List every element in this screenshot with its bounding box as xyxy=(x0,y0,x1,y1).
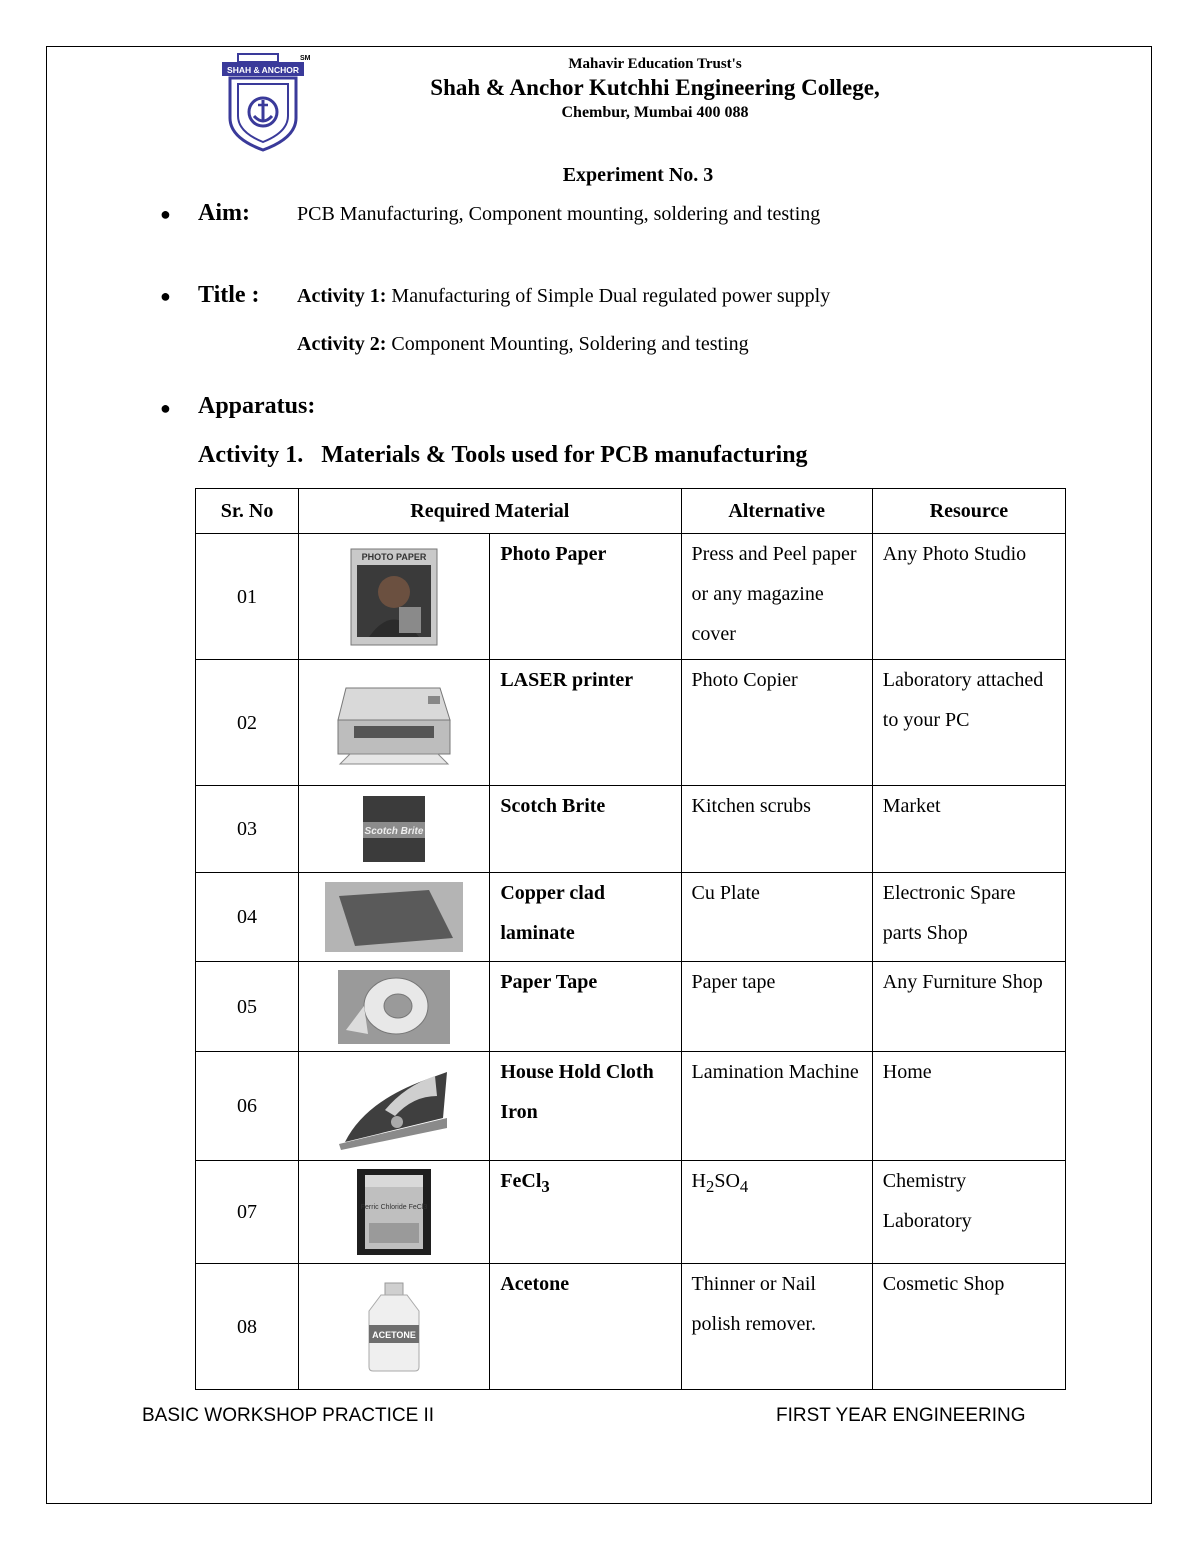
material-name: Photo Paper xyxy=(490,534,681,660)
college-name: Shah & Anchor Kutchhi Engineering College, xyxy=(430,75,880,100)
material-name: Copper clad laminate xyxy=(490,873,681,962)
table-header-row xyxy=(196,489,1066,534)
college-address: Chembur, Mumbai 400 088 xyxy=(561,104,749,121)
sr-no: 01 xyxy=(196,534,299,660)
resource: Any Photo Studio xyxy=(872,534,1065,660)
resource: Market xyxy=(872,786,1065,873)
activity-1-label: Activity 1: xyxy=(297,285,387,307)
sr-no: 03 xyxy=(196,786,299,873)
laser-printer-icon xyxy=(299,660,490,786)
alternative: Thinner or Nail polish remover. xyxy=(681,1264,872,1390)
material-name: House Hold Cloth Iron xyxy=(490,1052,681,1161)
acetone-bottle-icon xyxy=(299,1264,490,1390)
alternative: Photo Copier xyxy=(681,660,872,786)
material-name xyxy=(490,1161,681,1264)
svg-text:SM: SM xyxy=(300,55,311,62)
trust-name: Mahavir Education Trust's xyxy=(568,56,742,72)
table-row xyxy=(196,1264,1066,1390)
svg-text:PHOTO PAPER: PHOTO PAPER xyxy=(361,551,427,562)
material-name: Paper Tape xyxy=(490,962,681,1052)
copper-clad-laminate-icon xyxy=(299,873,490,962)
activity-1-heading: Activity 1. Materials & Tools used for PCB manufacturing xyxy=(198,442,808,468)
photo-paper-icon xyxy=(299,534,490,660)
activity-2-line xyxy=(297,333,749,356)
activity-1-line xyxy=(297,285,830,308)
alternative: Press and Peel paper or any magazine cover xyxy=(681,534,872,660)
alt-so: SO xyxy=(714,1170,740,1192)
table-row xyxy=(196,1161,1066,1264)
bullet: ● xyxy=(160,286,171,306)
table-row xyxy=(196,660,1066,786)
sr-no: 06 xyxy=(196,1052,299,1161)
sr-no: 08 xyxy=(196,1264,299,1390)
header-required-material: Required Material xyxy=(299,489,681,534)
material-name: Acetone xyxy=(490,1264,681,1390)
material-name: Scotch Brite xyxy=(490,786,681,873)
table-row xyxy=(196,962,1066,1052)
sr-no: 05 xyxy=(196,962,299,1052)
resource: Cosmetic Shop xyxy=(872,1264,1065,1390)
resource: Chemistry Laboratory xyxy=(872,1161,1065,1264)
cloth-iron-icon xyxy=(299,1052,490,1161)
activity-1-text: Manufacturing of Simple Dual regulated power supply xyxy=(386,285,831,307)
experiment-number: Experiment No. 3 xyxy=(562,164,714,186)
materials-table xyxy=(195,488,1066,1390)
alternative: Cu Plate xyxy=(681,873,872,962)
bullet: ● xyxy=(160,398,171,418)
ferric-chloride-jar-icon xyxy=(299,1161,490,1264)
material-name-main: FeCl xyxy=(500,1170,542,1192)
svg-text:SHAH & ANCHOR: SHAH & ANCHOR xyxy=(227,65,299,75)
header-alternative: Alternative xyxy=(681,489,872,534)
resource: Electronic Spare parts Shop xyxy=(872,873,1065,962)
alt-h: H xyxy=(691,1170,706,1192)
material-name-subscript: 3 xyxy=(541,1177,550,1196)
alt-so-sub: 4 xyxy=(739,1177,749,1196)
activity-2-text: Component Mounting, Soldering and testing xyxy=(386,333,749,355)
aim-text: PCB Manufacturing, Component mounting, soldering and testing xyxy=(297,203,821,225)
resource: Home xyxy=(872,1052,1065,1161)
resource: Any Furniture Shop xyxy=(872,962,1065,1052)
alt-h-sub: 2 xyxy=(706,1177,715,1196)
alternative: Kitchen scrubs xyxy=(681,786,872,873)
svg-text:ACETONE: ACETONE xyxy=(372,1329,417,1340)
apparatus-label: Apparatus: xyxy=(198,393,316,419)
paper-tape-icon xyxy=(299,962,490,1052)
footer-course-name: BASIC WORKSHOP PRACTICE II xyxy=(142,1405,435,1426)
bullet: ● xyxy=(160,204,171,224)
activity-2-label: Activity 2: xyxy=(297,333,387,355)
sr-no: 07 xyxy=(196,1161,299,1264)
college-header xyxy=(340,54,970,124)
table-row xyxy=(196,873,1066,962)
header-resource: Resource xyxy=(872,489,1065,534)
sr-no: 02 xyxy=(196,660,299,786)
sr-no: 04 xyxy=(196,873,299,962)
header-sr-no: Sr. No xyxy=(196,489,299,534)
alternative xyxy=(681,1161,872,1264)
alternative: Paper tape xyxy=(681,962,872,1052)
table-row xyxy=(196,786,1066,873)
table-row xyxy=(196,1052,1066,1161)
scotch-brite-icon xyxy=(299,786,490,873)
table-row xyxy=(196,534,1066,660)
college-logo xyxy=(218,50,311,154)
footer-year: FIRST YEAR ENGINEERING xyxy=(776,1405,1026,1426)
material-name: LASER printer xyxy=(490,660,681,786)
svg-text:Ferric Chloride FeCl3: Ferric Chloride FeCl3 xyxy=(360,1204,428,1211)
title-label: Title : xyxy=(198,282,260,308)
svg-text:Scotch Brite: Scotch Brite xyxy=(364,826,424,837)
alternative: Lamination Machine xyxy=(681,1052,872,1161)
aim-label: Aim: xyxy=(198,200,250,226)
resource: Laboratory attached to your PC xyxy=(872,660,1065,786)
